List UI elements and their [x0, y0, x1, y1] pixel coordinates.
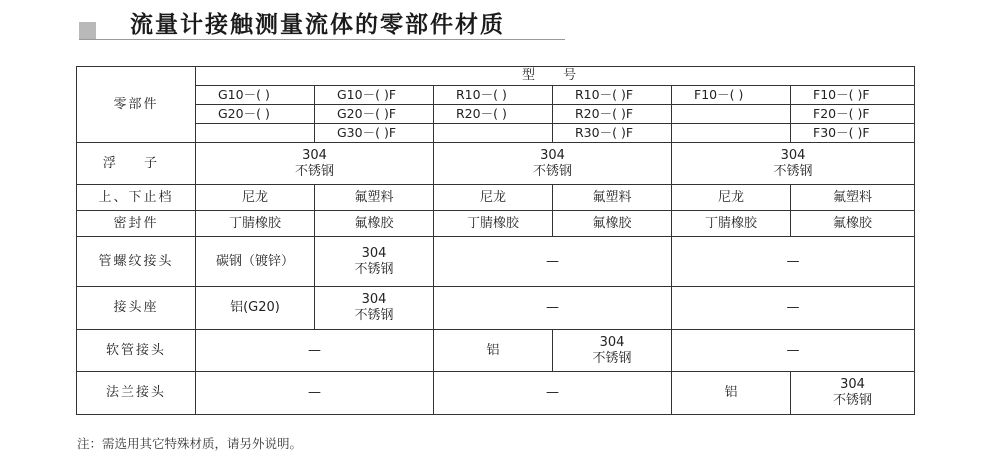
model-cell: R30－( )F: [553, 124, 672, 143]
material-cell: [196, 143, 434, 185]
material-cell: 氟塑料: [315, 185, 434, 211]
material-grade: 304: [302, 147, 327, 163]
material-cell: 氟橡胶: [791, 211, 915, 237]
row-label: 法兰接头: [77, 372, 196, 415]
material-cell: 铝: [672, 372, 791, 415]
not-applicable: —: [672, 330, 915, 372]
hose-row: [77, 330, 915, 372]
material-cell: 氟塑料: [791, 185, 915, 211]
material-cell: [315, 237, 434, 287]
section-header: [79, 4, 565, 40]
not-applicable: —: [672, 287, 915, 330]
title-underline: [79, 39, 565, 40]
page-title: 流量计接触测量流体的零部件材质: [130, 12, 505, 38]
model-cell: [672, 105, 791, 124]
material-name: 不锈钢: [354, 261, 394, 277]
joint-seat-row: [77, 287, 915, 330]
model-row: [77, 105, 915, 124]
model-cell: F10－( ): [672, 86, 791, 105]
row-label: 接头座: [77, 287, 196, 330]
material-cell: 丁腈橡胶: [672, 211, 791, 237]
material-grade: 304: [361, 292, 387, 307]
model-cell: [196, 124, 315, 143]
material-cell: [553, 330, 672, 372]
material-name: 不锈钢: [773, 163, 813, 179]
part-header: 零部件: [77, 67, 196, 143]
model-cell: F30－( )F: [791, 124, 915, 143]
model-cell: G30－( )F: [315, 124, 434, 143]
material-cell: 尼龙: [434, 185, 553, 211]
model-cell: R10－( ): [434, 86, 553, 105]
row-label: 上、下止档: [77, 185, 196, 211]
model-cell: F20－( )F: [791, 105, 915, 124]
material-cell: 丁腈橡胶: [434, 211, 553, 237]
material-name: 不锈钢: [532, 163, 572, 179]
material-grade: 304: [780, 147, 806, 163]
model-cell: [672, 124, 791, 143]
model-cell: G10－( )F: [315, 86, 434, 105]
not-applicable: —: [196, 330, 434, 372]
model-cell: G20－( ): [196, 105, 315, 124]
model-cell: R10－( )F: [553, 86, 672, 105]
material-name: 不锈钢: [592, 350, 632, 366]
model-header: 型 号: [196, 67, 915, 86]
material-cell: 氟橡胶: [553, 211, 672, 237]
material-cell: [791, 372, 915, 415]
material-table: [76, 66, 915, 415]
material-cell: 氟橡胶: [315, 211, 434, 237]
model-cell: F10－( )F: [791, 86, 915, 105]
stop-row: [77, 185, 915, 211]
not-applicable: —: [434, 287, 672, 330]
flange-row: [77, 372, 915, 415]
not-applicable: —: [196, 372, 434, 415]
model-row: [77, 86, 915, 105]
not-applicable: —: [672, 237, 915, 287]
material-name: 不锈钢: [833, 393, 873, 408]
material-grade: 304: [840, 377, 865, 392]
material-grade: 304: [361, 245, 387, 261]
float-row: [77, 143, 915, 185]
material-cell: 尼龙: [672, 185, 791, 211]
material-cell: 铝: [434, 330, 553, 372]
pipe-thread-row: [77, 237, 915, 287]
seal-row: [77, 211, 915, 237]
material-cell: 丁腈橡胶: [196, 211, 315, 237]
material-cell: 氟塑料: [553, 185, 672, 211]
material-name: 不锈钢: [294, 163, 334, 179]
section-marker: [79, 22, 96, 39]
material-cell: [672, 143, 915, 185]
material-cell: 碳钢（镀锌）: [196, 237, 315, 287]
row-label: 浮 子: [77, 143, 196, 185]
model-cell: R20－( ): [434, 105, 553, 124]
material-cell: 铝(G20): [196, 287, 315, 330]
footnote: 注：需选用其它特殊材质，请另外说明。: [77, 436, 303, 451]
not-applicable: —: [434, 372, 672, 415]
model-cell: G10－( ): [196, 86, 315, 105]
material-cell: [434, 143, 672, 185]
row-label: 密封件: [77, 211, 196, 237]
material-grade: 304: [540, 147, 565, 163]
model-cell: [434, 124, 553, 143]
model-row: [77, 124, 915, 143]
material-cell: [315, 287, 434, 330]
model-cell: G20－( )F: [315, 105, 434, 124]
row-label: 管螺纹接头: [77, 237, 196, 287]
row-label: 软管接头: [77, 330, 196, 372]
not-applicable: —: [434, 237, 672, 287]
material-cell: 尼龙: [196, 185, 315, 211]
model-cell: R20－( )F: [553, 105, 672, 124]
material-grade: 304: [599, 334, 625, 350]
material-name: 不锈钢: [354, 308, 394, 323]
